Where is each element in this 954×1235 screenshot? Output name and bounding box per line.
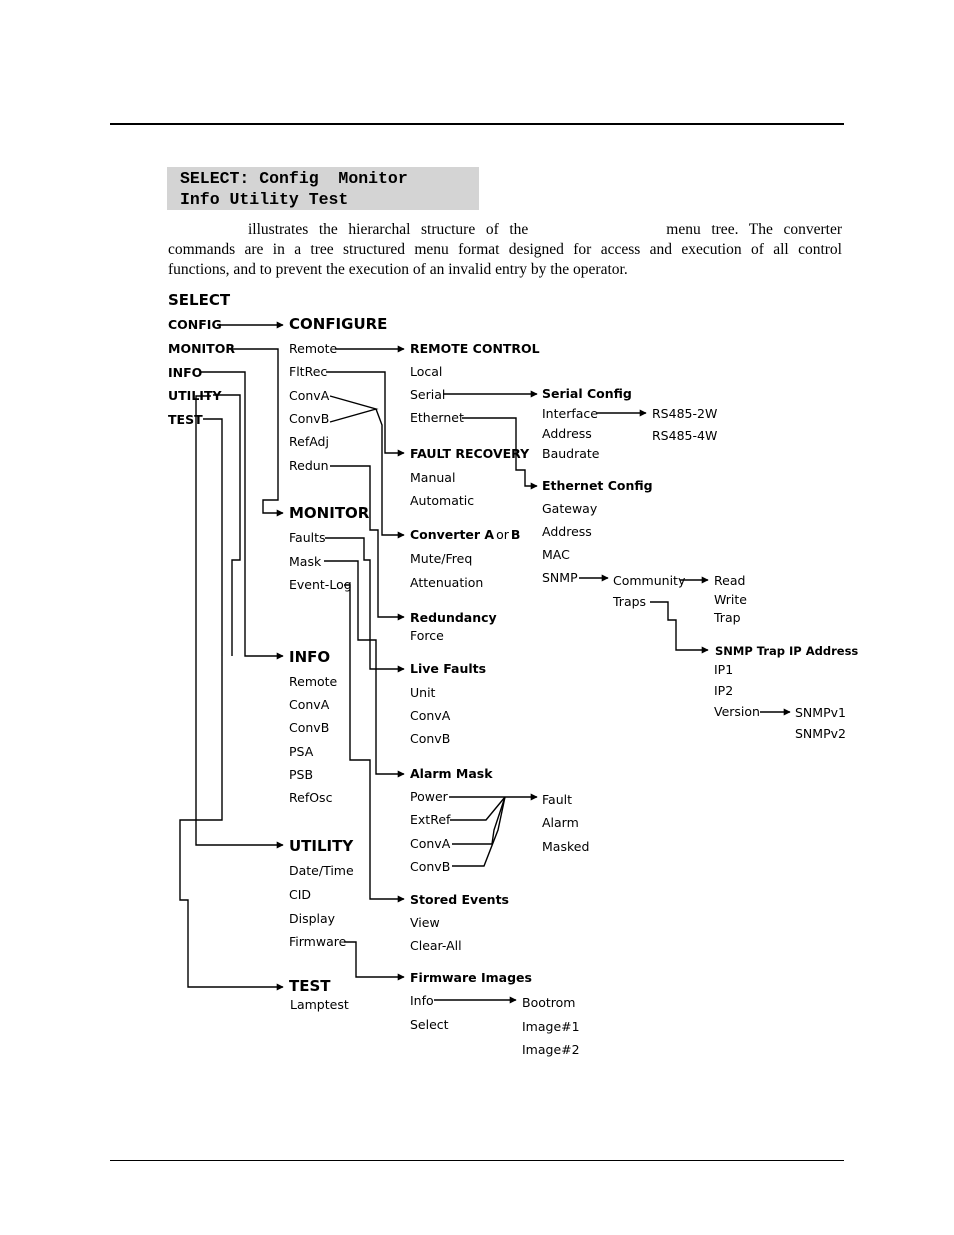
remote-control-item-serial: Serial: [410, 387, 446, 402]
snmp-menu: [612, 573, 686, 609]
converter-ab-title: Converter A or B: [410, 527, 521, 542]
conva-convb-merge: [330, 396, 376, 422]
community-trap: Trap: [714, 610, 741, 625]
alarm-mask-item-convb: ConvB: [410, 859, 451, 874]
extref-merge: [450, 797, 505, 820]
test-title: TEST: [289, 977, 331, 995]
firmware-images-title: Firmware Images: [410, 970, 532, 985]
info-item-psb: PSB: [289, 767, 314, 782]
converter-ab-menu: [410, 527, 520, 590]
firmware-connector: [344, 942, 404, 977]
remote-control-title: REMOTE CONTROL: [410, 341, 540, 356]
monitor-connector: [229, 349, 283, 513]
alarm-mask-title: Alarm Mask: [410, 766, 493, 781]
converter-ab-item-attenuation: Attenuation: [410, 575, 484, 590]
fault-recovery-menu: [410, 446, 530, 508]
configure-item-refadj: RefAdj: [289, 434, 329, 449]
configure-item-remote: Remote: [289, 341, 338, 356]
configure-item-convb: ConvB: [289, 411, 330, 426]
alarm-state-masked: Masked: [542, 839, 590, 854]
snmp-versions-list: [795, 705, 846, 741]
fault-recovery-item-automatic: Automatic: [410, 493, 475, 508]
ethernet-config-title: Ethernet Config: [542, 478, 653, 493]
interface-rs485-4w: RS485-4W: [652, 428, 718, 443]
monitor-item-mask: Mask: [289, 554, 322, 569]
image-2: Image#2: [522, 1042, 580, 1057]
info-title: INFO: [289, 648, 331, 666]
ethernet-config-menu: [542, 478, 653, 585]
info-connector: [200, 372, 283, 656]
redundancy-item-force: Force: [410, 628, 444, 643]
snmp-version-v1: SNMPv1: [795, 705, 846, 720]
select-item-test: TEST: [168, 412, 203, 427]
image-bootrom: Bootrom: [522, 995, 576, 1010]
serial-config-item-address: Address: [542, 426, 592, 441]
select-item-config: CONFIG: [168, 317, 222, 332]
stored-events-item-view: View: [410, 915, 440, 930]
fault-recovery-item-manual: Manual: [410, 470, 456, 485]
remote-control-item-local: Local: [410, 364, 443, 379]
info-item-refosc: RefOsc: [289, 790, 333, 805]
display-line-2: Info Utility Test: [180, 190, 349, 209]
select-title: SELECT: [168, 291, 231, 309]
firmware-images-item-info: Info: [410, 993, 434, 1008]
select-item-info: INFO: [168, 365, 203, 380]
intro-line-3: functions, and to prevent the execution of an invalid entry by the operator.: [168, 261, 628, 278]
ethernet-config-item-snmp: SNMP: [542, 570, 578, 585]
firmware-images-menu: [410, 970, 532, 1032]
live-faults-title: Live Faults: [410, 661, 487, 676]
utility-item-firmware: Firmware: [289, 934, 347, 949]
configure-item-fltrec: FltRec: [289, 364, 328, 379]
remote-control-item-ethernet: Ethernet: [410, 410, 464, 425]
redundancy-menu: [410, 610, 497, 643]
stored-events-menu: [410, 892, 509, 953]
image-list: [522, 995, 580, 1057]
utility-menu: [289, 837, 354, 949]
configure-title: CONFIGURE: [289, 315, 388, 333]
snmp-trap-title: SNMP Trap IP Address: [715, 644, 859, 658]
serial-config-item-interface: Interface: [542, 406, 598, 421]
image-1: Image#1: [522, 1019, 580, 1034]
faults-connector: [325, 538, 404, 669]
utility-item-datetime: Date/Time: [289, 863, 354, 878]
test-menu: [289, 977, 349, 1012]
snmp-trap-item-ip2: IP2: [714, 683, 734, 698]
utility-item-display: Display: [289, 911, 336, 926]
interface-types-list: [652, 406, 717, 443]
snmp-item-community: Community: [613, 573, 686, 588]
converter-ab-item-mutefreq: Mute/Freq: [410, 551, 473, 566]
alarm-state-alarm: Alarm: [542, 815, 579, 830]
serial-config-title: Serial Config: [542, 386, 632, 401]
info-item-psa: PSA: [289, 744, 314, 759]
alarm-mask-item-power: Power: [410, 789, 448, 804]
ethernet-config-item-mac: MAC: [542, 547, 570, 562]
community-write: Write: [714, 592, 748, 607]
redundancy-title: Redundancy: [410, 610, 497, 625]
mask-connector: [324, 561, 404, 774]
info-item-remote: Remote: [289, 674, 338, 689]
info-item-conva: ConvA: [289, 697, 330, 712]
interface-rs485-2w: RS485-2W: [652, 406, 718, 421]
community-access-list: [713, 573, 747, 625]
alarm-mask-item-extref: ExtRef: [410, 812, 451, 827]
test-item-lamptest: Lamptest: [290, 997, 349, 1012]
redun-connector: [330, 466, 404, 617]
info-connector-2: [213, 395, 240, 656]
live-faults-item-convb: ConvB: [410, 731, 451, 746]
snmp-version-v2: SNMPv2: [795, 726, 846, 741]
traps-connector: [650, 602, 708, 650]
firmware-images-item-select: Select: [410, 1017, 449, 1032]
live-faults-item-unit: Unit: [410, 685, 436, 700]
serial-config-menu: [542, 386, 632, 461]
ethernet-config-item-address: Address: [542, 524, 592, 539]
remote-control-menu: [410, 341, 540, 425]
monitor-item-eventlog: Event-Log: [289, 577, 352, 592]
alarm-states-list: [542, 792, 589, 854]
configure-item-redun: Redun: [289, 458, 329, 473]
ethernet-config-item-gateway: Gateway: [542, 501, 598, 516]
utility-item-cid: CID: [289, 887, 312, 902]
stored-events-item-clearall: Clear-All: [410, 938, 462, 953]
footer-rule: [110, 1160, 844, 1161]
info-item-convb: ConvB: [289, 720, 330, 735]
stored-events-title: Stored Events: [410, 892, 509, 907]
utility-title: UTILITY: [289, 837, 354, 855]
fault-recovery-title: FAULT RECOVERY: [410, 446, 530, 461]
configure-item-conva: ConvA: [289, 388, 330, 403]
community-read: Read: [714, 573, 746, 588]
live-faults-menu: [410, 661, 486, 746]
alarm-mask-item-conva: ConvA: [410, 836, 451, 851]
live-faults-item-conva: ConvA: [410, 708, 451, 723]
snmp-trap-item-ip1: IP1: [714, 662, 734, 677]
info-menu: [289, 648, 338, 805]
snmp-item-traps: Traps: [613, 594, 647, 609]
display-line-1: SELECT: Config Monitor: [180, 169, 408, 188]
select-item-monitor: MONITOR: [168, 341, 235, 356]
snmp-trap-item-version: Version: [714, 704, 760, 719]
select-menu: [168, 291, 235, 427]
intro-line-2: commands are in a tree structured menu format designed for access and execution of all control: [168, 241, 842, 258]
alarm-state-fault: Fault: [542, 792, 572, 807]
serial-config-item-baudrate: Baudrate: [542, 446, 600, 461]
select-item-utility: UTILITY: [168, 388, 222, 403]
monitor-title: MONITOR: [289, 504, 370, 522]
monitor-item-faults: Faults: [289, 530, 326, 545]
configure-menu: [289, 315, 387, 473]
converter-ab-connector: [376, 409, 404, 535]
intro-line-1: illustrates the hierarchal structure of the menu tree. The converter: [248, 221, 843, 238]
